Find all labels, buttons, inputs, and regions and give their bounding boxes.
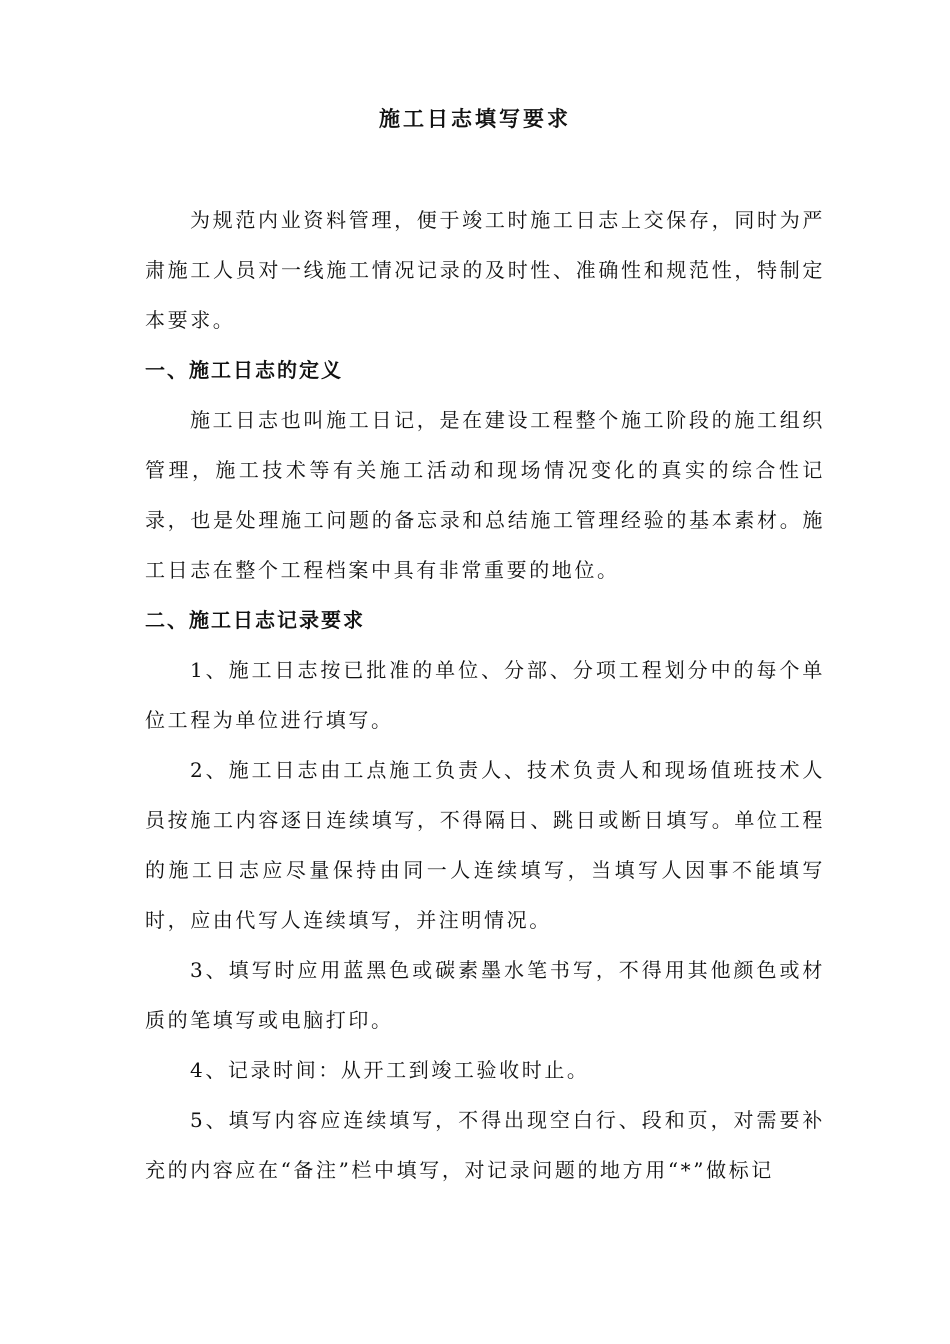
section-heading-definition: 一、施工日志的定义: [145, 358, 343, 382]
requirement-item-4: 4、记录时间：从开工到竣工验收时止。: [190, 1058, 590, 1082]
section-heading-requirements: 二、施工日志记录要求: [145, 608, 365, 632]
requirement-item-3: 3、填写时应用蓝黑色或碳素墨水笔书写，不得用其他颜色或材质的笔填写或电脑打印。: [145, 958, 825, 1032]
definition-paragraph: 施工日志也叫施工日记，是在建设工程整个施工阶段的施工组织管理，施工技术等有关施工活动和现场情况变化的真实的综合性记录，也是处理施工问题的备忘录和总结施工管理经验的基本素材。施工日志在整个工程档案中具有非常重要的地位。: [145, 408, 825, 582]
requirement-item-5: 5、填写内容应连续填写，不得出现空白行、段和页，对需要补充的内容应在“备注”栏中填写，对记录问题的地方用“*”做标记: [145, 1108, 825, 1182]
requirement-item-1: 1、施工日志按已批准的单位、分部、分项工程划分中的每个单位工程为单位进行填写。: [145, 658, 825, 732]
intro-paragraph: 为规范内业资料管理，便于竣工时施工日志上交保存，同时为严肃施工人员对一线施工情况记录的及时性、准确性和规范性，特制定本要求。: [145, 208, 825, 332]
document-title: 施工日志填写要求: [379, 106, 571, 131]
requirement-item-2: 2、施工日志由工点施工负责人、技术负责人和现场值班技术人员按施工内容逐日连续填写，不得隔日、跳日或断日填写。单位工程的施工日志应尽量保持由同一人连续填写，当填写人因事不能填写时，应由代写人连续填写，并注明情况。: [145, 758, 825, 932]
